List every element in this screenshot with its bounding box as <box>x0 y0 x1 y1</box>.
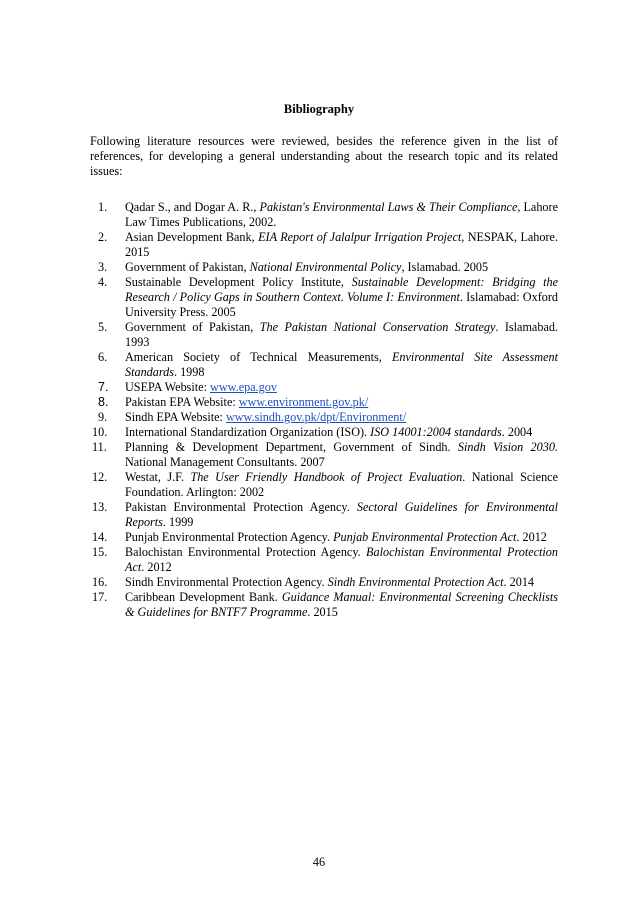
reference-title: Balochistan Environmental Protection Act <box>125 545 558 574</box>
reference-title: Punjab Environmental Protection Act <box>333 530 517 544</box>
reference-item: 1. Qadar S., and Dogar A. R., Pakistan's Environmental Laws & Their Compliance, Lahore Law Times Publications, 2002. <box>98 200 558 229</box>
intro-paragraph: Following literature resources were reviewed, besides the reference given in the list of references, for developing a general understanding about the research topic and its related issues: <box>90 134 558 178</box>
reference-title: Sectoral Guidelines for Environmental Reports <box>125 500 558 529</box>
reference-number: 17. <box>92 590 108 604</box>
reference-number: 5. <box>98 320 108 334</box>
reference-title: Guidance Manual: Environmental Screening Checklists & Guidelines for BNTF7 Programme <box>125 590 558 619</box>
reference-title: Sindh Environmental Protection Act <box>327 575 504 589</box>
reference-title: Sindh Vision 2030. <box>457 440 558 454</box>
reference-item: 15. Balochistan Environmental Protection Agency. Balochistan Environmental Protection Act. 2012 <box>92 545 558 574</box>
reference-item: 16. Sindh Environmental Protection Agency. Sindh Environmental Protection Act. 2014 <box>92 575 535 589</box>
reference-item: 12. Westat, J.F. The User Friendly Handbook of Project Evaluation. National Science Foundation. Arlington: 2002 <box>92 470 558 499</box>
page-number: 46 <box>312 855 326 869</box>
reference-item: 2. Asian Development Bank, EIA Report of Jalalpur Irrigation Project, NESPAK, Lahore. 2015 <box>98 230 559 259</box>
reference-link[interactable]: www.environment.gov.pk/ <box>238 395 369 409</box>
reference-number: 11. <box>92 440 107 454</box>
reference-number: 1. <box>98 200 108 214</box>
reference-item: 8. Pakistan EPA Website: www.environment.gov.pk/ <box>98 395 369 409</box>
page-title: Bibliography <box>283 102 355 116</box>
reference-number: 6. <box>98 350 108 364</box>
reference-item: 13. Pakistan Environmental Protection Agency. Sectoral Guidelines for Environmental Reports. 1999 <box>92 500 558 529</box>
reference-number: 3. <box>98 260 108 274</box>
reference-number: 9. <box>98 410 108 424</box>
reference-title: National Environmental Policy <box>249 260 402 274</box>
reference-link[interactable]: www.epa.gov <box>210 380 277 394</box>
reference-item: 9. Sindh EPA Website: www.sindh.gov.pk/dpt/Environment/ <box>98 410 407 424</box>
reference-number: 4. <box>98 275 108 289</box>
reference-list <box>90 200 558 620</box>
reference-title: Sustainable Development: Bridging the Research / Policy Gaps in Southern Context. Volume I: Environment <box>125 275 558 304</box>
reference-link[interactable]: www.sindh.gov.pk/dpt/Environment/ <box>225 410 407 424</box>
reference-number: 13. <box>92 500 108 514</box>
reference-title: The Pakistan National Conservation Strategy <box>259 320 496 334</box>
reference-title: Pakistan's Environmental Laws & Their Compliance <box>259 200 518 214</box>
reference-title: ISO 14001:2004 standards <box>370 425 502 439</box>
reference-title: The User Friendly Handbook of Project Evaluation <box>190 470 463 484</box>
reference-item: 10. International Standardization Organization (ISO). ISO 14001:2004 standards. 2004 <box>92 425 533 439</box>
reference-title: Environmental Site Assessment Standards <box>125 350 558 379</box>
reference-item: 17. Caribbean Development Bank. Guidance Manual: Environmental Screening Checklists & Guidelines for BNTF7 Programme. 2015 <box>92 590 558 619</box>
reference-item: 14. Punjab Environmental Protection Agency. Punjab Environmental Protection Act. 2012 <box>92 530 547 544</box>
reference-item: 7. USEPA Website: www.epa.gov <box>98 380 277 394</box>
reference-item: 4. Sustainable Development Policy Institute, Sustainable Development: Bridging the Research / Policy Gaps in Southern Context. Volume I: Environment. Islamabad: Oxford University Press. 2005 <box>98 275 559 319</box>
reference-number: 12. <box>92 470 108 484</box>
reference-number: 15. <box>92 545 108 559</box>
reference-number: 16. <box>92 575 108 589</box>
reference-number: 14. <box>92 530 108 544</box>
reference-item: 5. Government of Pakistan, The Pakistan National Conservation Strategy. Islamabad. 1993 <box>98 320 558 349</box>
reference-number: 10. <box>92 425 108 439</box>
reference-item: 11. Planning & Development Department, Government of Sindh. Sindh Vision 2030. National Management Consultants. 2007 <box>92 440 558 469</box>
reference-item: 3. Government of Pakistan, National Environmental Policy, Islamabad. 2005 <box>98 260 489 274</box>
reference-title: EIA Report of Jalalpur Irrigation Project <box>258 230 462 244</box>
reference-number: 2. <box>98 230 108 244</box>
reference-number: 8. <box>98 395 109 409</box>
reference-item: 6. American Society of Technical Measurements, Environmental Site Assessment Standards. 1998 <box>98 350 558 379</box>
reference-number: 7. <box>98 380 109 394</box>
